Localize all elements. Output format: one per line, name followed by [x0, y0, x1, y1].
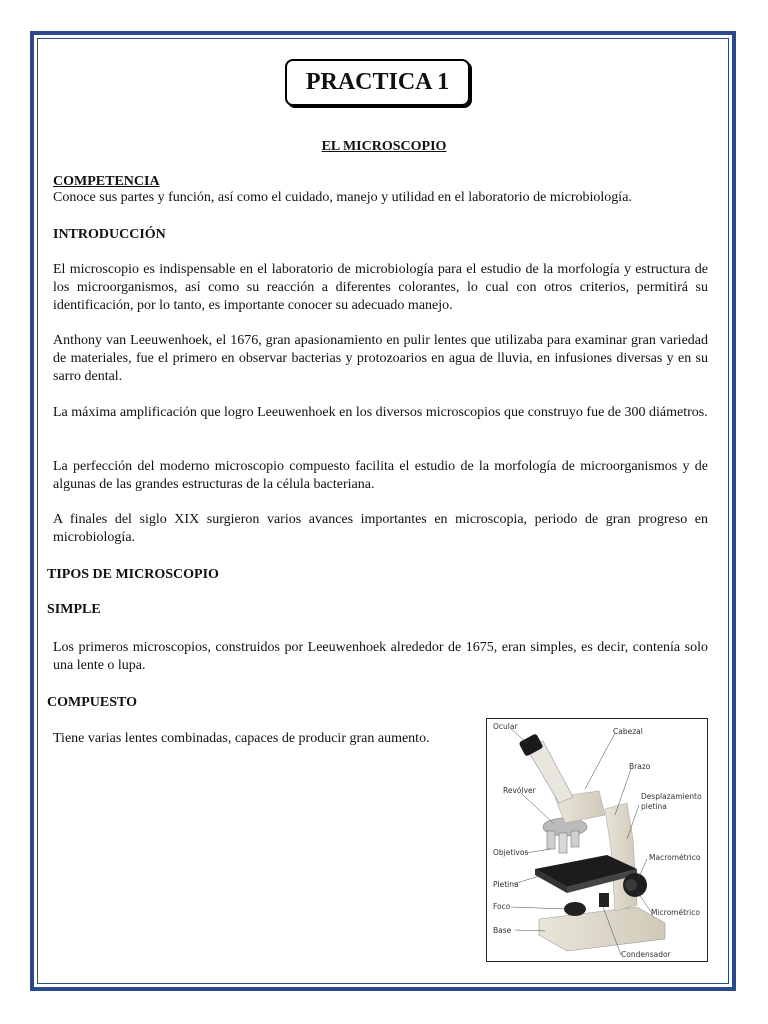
compuesto-heading: COMPUESTO	[47, 695, 137, 710]
intro-paragraph-3: La máxima amplificación que logro Leeuwenhoek en los diversos microscopios que construyo fue de 300 diámetros.	[53, 405, 708, 420]
tipos-heading: TIPOS DE MICROSCOPIO	[47, 567, 219, 582]
microscope-icon	[487, 719, 707, 961]
label-base: Base	[493, 926, 512, 935]
label-foco: Foco	[493, 902, 511, 911]
label-desplazamiento-1: Desplazamiento	[641, 792, 702, 801]
label-micrometrico: Micrométrico	[651, 908, 700, 917]
label-objetivos: Objetivos	[493, 848, 529, 857]
label-revolver: Revólver	[503, 786, 536, 795]
competencia-heading: COMPETENCIA	[53, 174, 160, 189]
label-pletina: Pletina	[493, 880, 519, 889]
competencia-text: Conoce sus partes y función, así como el cuidado, manejo y utilidad en el laboratorio de microbiología.	[53, 190, 632, 205]
intro-paragraph-4: La perfección del moderno microscopio compuesto facilita el estudio de la morfología de microorganismos y de algunas de las grandes estructuras de la célula bacteriana.	[53, 459, 708, 492]
page-title: PRACTICA 1	[285, 59, 470, 106]
label-ocular: Ocular	[493, 722, 518, 731]
simple-heading: SIMPLE	[47, 602, 101, 617]
label-macrometrico: Macrométrico	[649, 853, 701, 862]
label-desplazamiento-2: pletina	[641, 802, 667, 811]
label-cabezal: Cabezal	[613, 727, 643, 736]
simple-text: Los primeros microscopios, construidos por Leeuwenhoek alrededor de 1675, eran simples, es decir, contenía solo una lente o lupa.	[53, 640, 708, 673]
compuesto-text: Tiene varias lentes combinadas, capaces de producir gran aumento.	[53, 731, 430, 746]
section-subtitle: EL MICROSCOPIO	[321, 139, 447, 154]
intro-paragraph-2: Anthony van Leeuwenhoek, el 1676, gran apasionamiento en pulir lentes que utilizaba para examinar gran variedad de materiales, fue el primero en observar bacterias y protozoarios en agua de lluvia, en infusiones diversas y en su sarro dental.	[53, 333, 708, 384]
label-brazo: Brazo	[629, 762, 651, 771]
intro-paragraph-5: A finales del siglo XIX surgieron varios avances importantes en microscopia, periodo de gran progreso en microbiología.	[53, 512, 708, 545]
intro-paragraph-1: El microscopio es indispensable en el laboratorio de microbiología para el estudio de la morfología y estructura de los microorganismos, así como su reacción a diferentes colorantes, lo cual con otros criterios, permitirá su identificación, por lo tanto, es importante conocer su adecuado manejo.	[53, 262, 708, 313]
introduccion-heading: INTRODUCCIÓN	[53, 227, 166, 242]
microscope-figure	[486, 718, 708, 962]
label-condensador: Condensador	[621, 950, 671, 959]
